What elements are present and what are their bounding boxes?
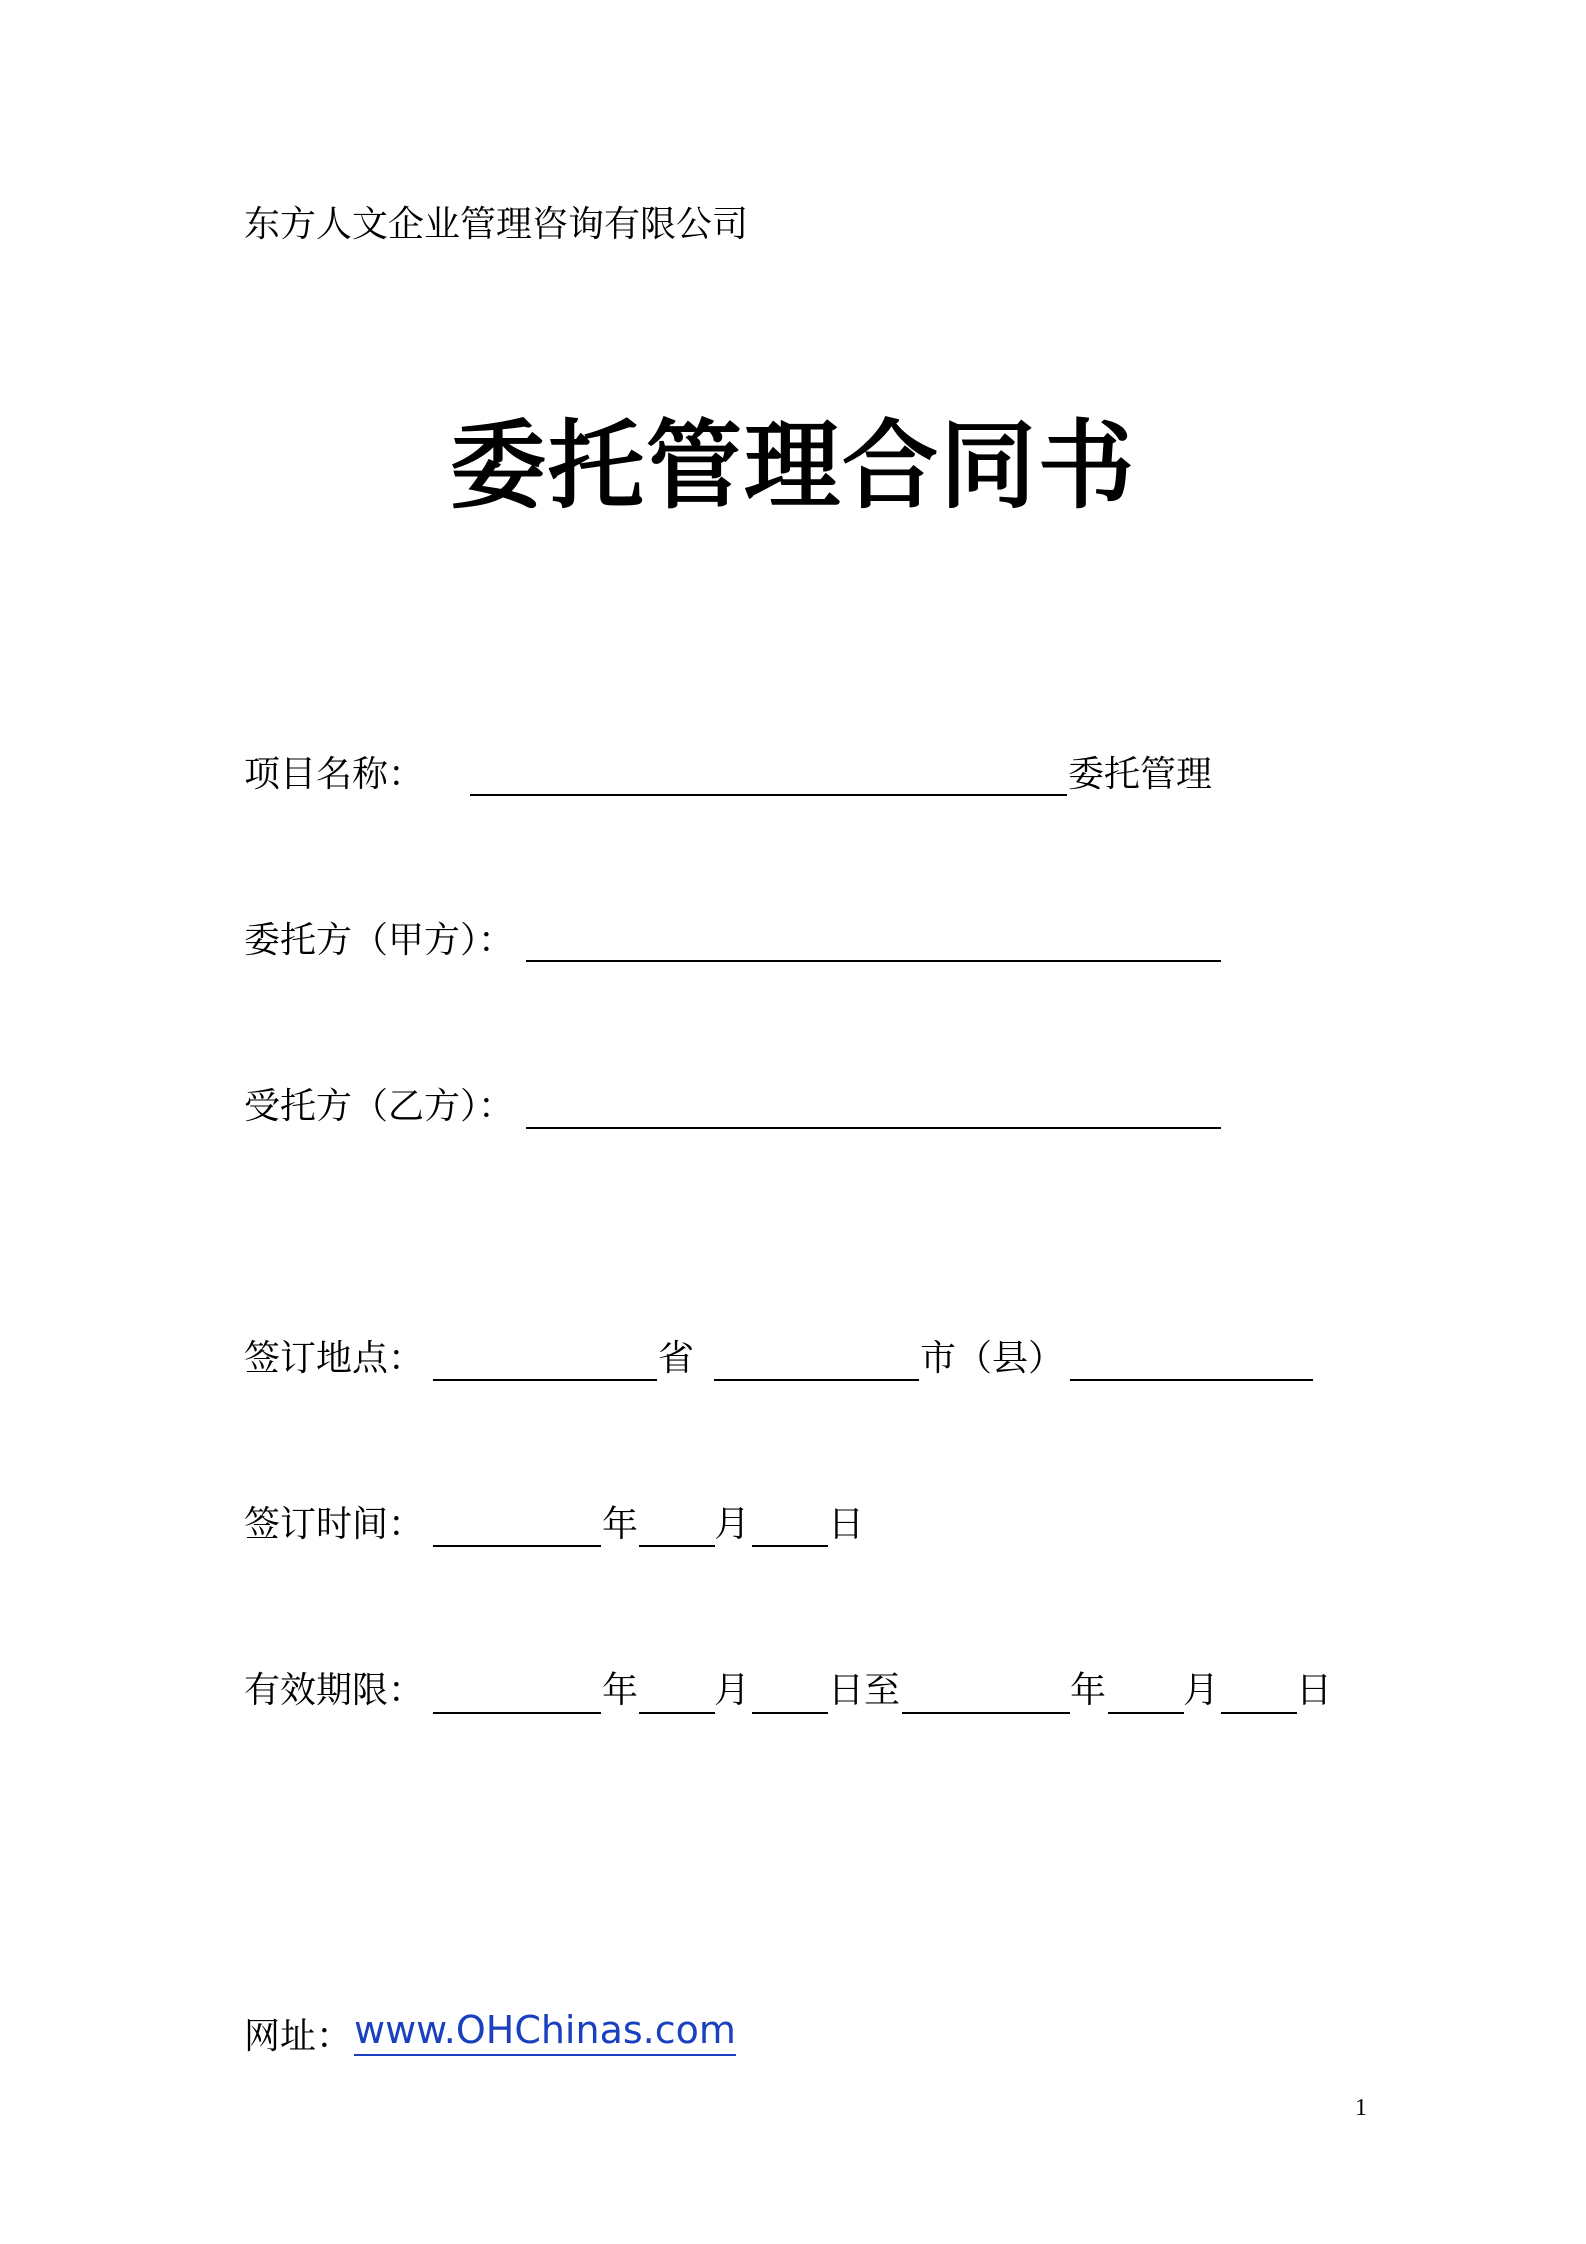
company-name: 东方人文企业管理咨询有限公司 bbox=[244, 204, 749, 245]
sign-month-blank[interactable] bbox=[639, 1545, 715, 1547]
page-number: 1 bbox=[1355, 2095, 1367, 2121]
project-name-blank[interactable] bbox=[470, 794, 1067, 796]
validity-end-month-unit: 月 bbox=[1183, 1670, 1220, 1711]
sign-place-city-blank[interactable] bbox=[714, 1379, 919, 1381]
party-a-label: 委托方（甲方）： bbox=[244, 920, 515, 961]
document-title: 委托管理合同书 bbox=[450, 410, 1136, 522]
sign-place-label: 签订地点： bbox=[244, 1338, 425, 1379]
sign-month-unit: 月 bbox=[714, 1504, 751, 1545]
validity-end-year-unit: 年 bbox=[1070, 1670, 1107, 1711]
website-link[interactable]: www.OHChinas.com bbox=[354, 2008, 736, 2056]
project-name-suffix: 委托管理 bbox=[1068, 754, 1213, 795]
validity-start-year-unit: 年 bbox=[602, 1670, 639, 1711]
sign-place-county-blank[interactable] bbox=[1070, 1379, 1313, 1381]
city-unit: 市（县） bbox=[920, 1338, 1065, 1379]
party-b-label: 受托方（乙方）： bbox=[244, 1086, 515, 1127]
validity-end-year-blank[interactable] bbox=[902, 1712, 1070, 1714]
validity-start-month-blank[interactable] bbox=[639, 1712, 715, 1714]
sign-day-blank[interactable] bbox=[752, 1545, 828, 1547]
party-b-blank[interactable] bbox=[526, 1127, 1221, 1129]
validity-start-year-blank[interactable] bbox=[433, 1712, 601, 1714]
party-a-blank[interactable] bbox=[526, 960, 1221, 962]
sign-time-label: 签订时间： bbox=[244, 1504, 425, 1545]
validity-start-day-blank[interactable] bbox=[752, 1712, 828, 1714]
website-label: 网址： bbox=[244, 2016, 353, 2057]
project-name-label: 项目名称： bbox=[244, 754, 425, 795]
sign-day-unit: 日 bbox=[828, 1504, 865, 1545]
validity-end-month-blank[interactable] bbox=[1108, 1712, 1184, 1714]
validity-end-day-unit: 日 bbox=[1296, 1670, 1333, 1711]
sign-year-unit: 年 bbox=[602, 1504, 639, 1545]
validity-to-unit: 日至 bbox=[828, 1670, 901, 1711]
province-unit: 省 bbox=[658, 1338, 695, 1379]
validity-start-month-unit: 月 bbox=[714, 1670, 751, 1711]
sign-place-province-blank[interactable] bbox=[433, 1379, 657, 1381]
sign-year-blank[interactable] bbox=[433, 1545, 601, 1547]
validity-label: 有效期限： bbox=[244, 1670, 425, 1711]
validity-end-day-blank[interactable] bbox=[1221, 1712, 1297, 1714]
